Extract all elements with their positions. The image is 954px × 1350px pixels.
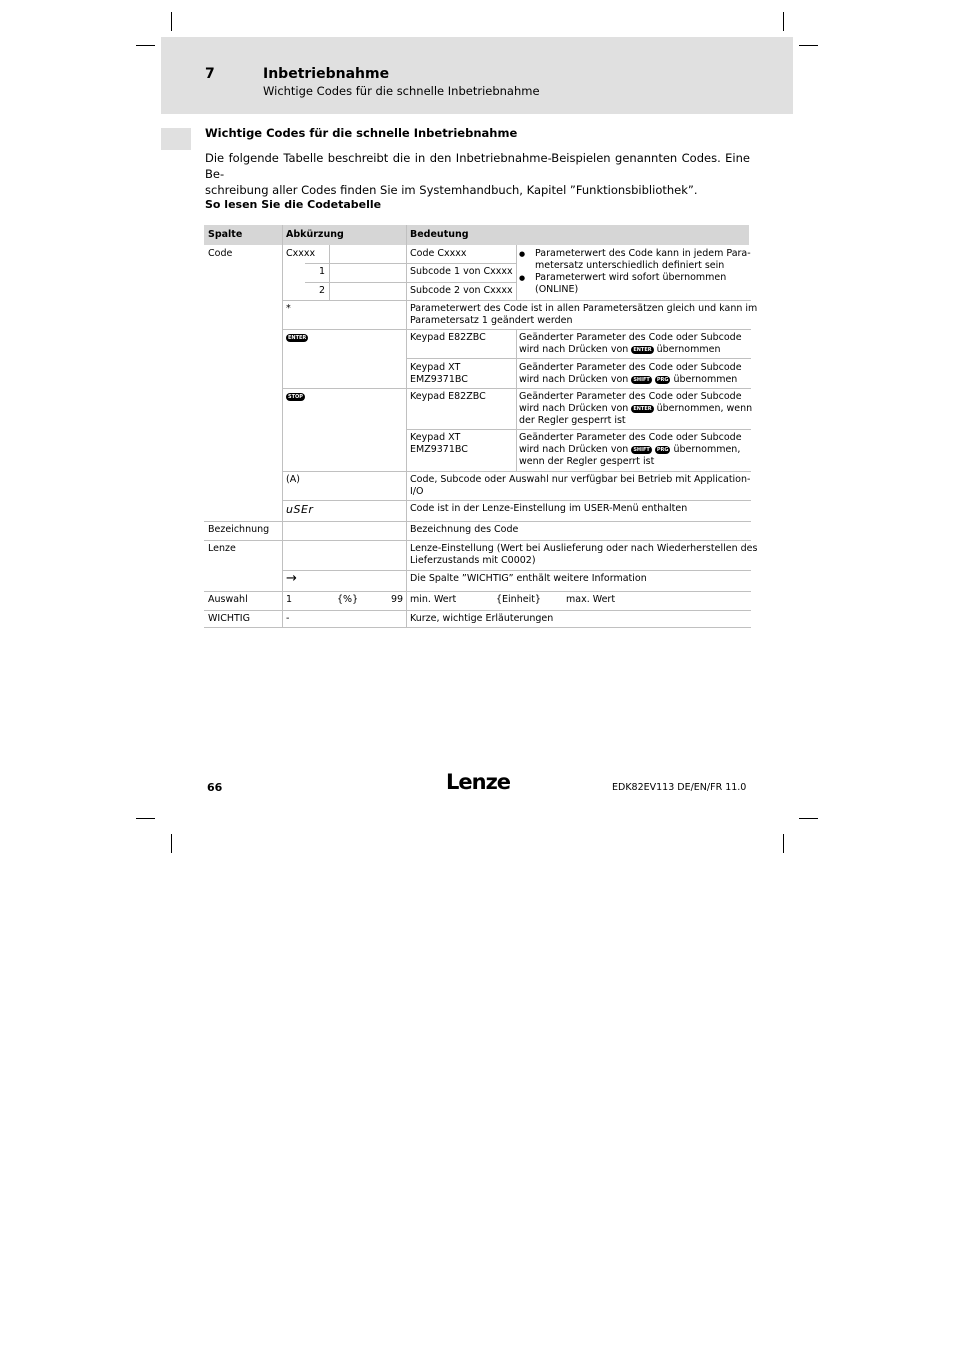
desc-line: wenn der Regler gesperrt ist: [519, 456, 655, 467]
row-divider: [282, 329, 751, 330]
intro-line: Die folgende Tabelle beschreibt die in den Inbetriebnahme-Beispielen genannten Codes. Eine Be-: [205, 151, 750, 181]
abk-star: *: [286, 303, 291, 314]
bed-star: [410, 303, 757, 327]
bed-subcode-1: Subcode 1 von Cxxxx: [410, 266, 513, 277]
bullet-item: [535, 272, 726, 296]
desc-line: Geänderter Parameter des Code oder Subcode: [519, 391, 742, 402]
intro-line: schreibung aller Codes finden Sie im Systemhandbuch, Kapitel ”Funktionsbibliothek”.: [205, 183, 698, 197]
enter-desc-1: [519, 332, 742, 356]
header-bedeutung: Bedeutung: [410, 229, 469, 240]
desc-line: wird nach Drücken von ENTER übernommen, wenn: [519, 403, 753, 414]
bed-min-wert: min. Wert: [410, 594, 457, 605]
auswahl-max: 99: [391, 594, 404, 605]
row-label-lenze: Lenze: [208, 543, 236, 554]
row-label-bezeichnung: Bezeichnung: [208, 524, 270, 535]
desc-line: Geänderter Parameter des Code oder Subcode: [519, 332, 742, 343]
chapter-number: 7: [205, 66, 215, 82]
row-divider: [406, 358, 751, 359]
device-keypad-xt: Keypad XT EMZ9371BC: [410, 362, 468, 385]
column-divider: [516, 330, 517, 388]
row-divider: [282, 570, 751, 571]
crop-mark: [783, 12, 784, 31]
bed-subcode-2: Subcode 2 von Cxxxx: [410, 285, 513, 296]
stop-desc-2: [519, 432, 742, 468]
chapter-title: Inbetriebnahme: [263, 66, 390, 82]
row-divider: [204, 610, 751, 611]
device-keypad-xt: Keypad XT EMZ9371BC: [410, 432, 468, 455]
bed-einheit: {Einheit}: [496, 594, 541, 605]
row-divider: [282, 500, 751, 501]
row-divider: [282, 471, 751, 472]
bullet-line: ● Parameterwert wird sofort übernommen: [535, 272, 727, 283]
abk-user: uSEr: [286, 503, 314, 516]
chapter-subtitle: Wichtige Codes für die schnelle Inbetriebnahme: [263, 84, 540, 98]
row-divider: [282, 388, 751, 389]
bullet-item: [535, 248, 751, 272]
header-spalte: Spalte: [208, 229, 243, 240]
abk-wichtig: -: [286, 613, 290, 624]
document-id: EDK82EV113 DE/EN/FR 11.0: [612, 782, 747, 793]
desc-line: wird nach Drücken von ENTER übernommen: [519, 344, 721, 355]
desc-line: wird nach Drücken von SHIFT PRG übernommen,: [519, 444, 741, 455]
bed-application: Code, Subcode oder Auswahl nur verfügbar bei Betrieb mit Application- I/O: [410, 474, 751, 497]
bullet-line: ● Parameterwert des Code kann in jedem Para-: [535, 248, 751, 259]
device-keypad-e82zbc: Keypad E82ZBC: [410, 332, 486, 343]
bullet-line: (ONLINE): [535, 284, 579, 295]
header-band: [161, 37, 793, 114]
column-divider: [516, 245, 517, 301]
bed-lenze-arrow: Die Spalte ”WICHTIG” enthält weitere Information: [410, 573, 647, 584]
row-label-auswahl: Auswahl: [208, 594, 248, 605]
row-divider: [204, 591, 751, 592]
row-label-wichtig: WICHTIG: [208, 613, 250, 624]
column-divider: [282, 225, 283, 628]
desc-line: Geänderter Parameter des Code oder Subcode: [519, 432, 742, 443]
auswahl-min: 1: [286, 594, 293, 605]
row-divider: [282, 300, 751, 301]
stop-desc-1: [519, 391, 752, 427]
bullet-line: metersatz unterschiedlich definiert sein: [535, 260, 725, 271]
code-table: [204, 225, 758, 628]
bed-line: Parametersatz 1 geändert werden: [410, 315, 573, 326]
abk-application: (A): [286, 474, 300, 485]
column-divider: [406, 225, 407, 628]
shift-key-icon: SHIFT: [633, 446, 650, 453]
row-divider: [305, 282, 516, 283]
subsection-title: So lesen Sie die Codetabelle: [205, 198, 382, 211]
desc-line: wird nach Drücken von SHIFT PRG übernommen: [519, 374, 738, 385]
row-divider: [305, 263, 516, 264]
intro-paragraph: [205, 150, 750, 198]
prg-key-icon: PRG: [656, 376, 669, 383]
crop-mark: [799, 818, 818, 819]
abk-enter: [286, 332, 308, 344]
desc-line: Geänderter Parameter des Code oder Subcode: [519, 362, 742, 373]
lenze-logo: Lenze: [446, 770, 511, 794]
crop-mark: [799, 45, 818, 46]
row-divider: [204, 627, 751, 628]
stop-key-icon: STOP: [288, 393, 303, 400]
bed-code: Code Cxxxx: [410, 248, 467, 259]
bed-user: Code ist in der Lenze-Einstellung im USER-Menü enthalten: [410, 503, 688, 514]
bed-bezeichnung: Bezeichnung des Code: [410, 524, 519, 535]
enter-key-icon: ENTER: [633, 405, 652, 412]
device-keypad-e82zbc: Keypad E82ZBC: [410, 391, 486, 402]
side-tab: [161, 128, 191, 150]
abk-code: Cxxxx: [286, 248, 316, 259]
auswahl-unit: {%}: [337, 594, 359, 605]
desc-line: der Regler gesperrt ist: [519, 415, 626, 426]
crop-mark: [171, 834, 172, 853]
row-divider: [406, 429, 751, 430]
row-divider: [204, 540, 751, 541]
abk-subcode-1: 1: [319, 266, 326, 277]
page-number: 66: [207, 781, 223, 794]
row-divider: [204, 521, 751, 522]
arrow-right-icon: →: [286, 571, 297, 586]
row-label-code: Code: [208, 248, 233, 259]
abk-subcode-2: 2: [319, 285, 326, 296]
column-divider: [329, 245, 330, 301]
bed-line: Parameterwert des Code ist in allen Parametersätzen gleich und kann im: [410, 303, 758, 314]
bed-max-wert: max. Wert: [566, 594, 616, 605]
enter-key-icon: ENTER: [288, 334, 307, 341]
shift-key-icon: SHIFT: [633, 376, 650, 383]
bed-wichtig: Kurze, wichtige Erläuterungen: [410, 613, 554, 624]
prg-key-icon: PRG: [656, 446, 669, 453]
header-abkuerzung: Abkürzung: [286, 229, 344, 240]
crop-mark: [136, 45, 155, 46]
section-title: Wichtige Codes für die schnelle Inbetriebnahme: [205, 126, 518, 140]
enter-key-icon: ENTER: [633, 346, 652, 353]
crop-mark: [136, 818, 155, 819]
abk-stop: [286, 391, 305, 403]
crop-mark: [783, 834, 784, 853]
bed-lenze: Lenze-Einstellung (Wert bei Auslieferung oder nach Wiederherstellen des Lieferzustands mit C0002): [410, 543, 758, 566]
crop-mark: [171, 12, 172, 31]
enter-desc-2: [519, 362, 742, 386]
